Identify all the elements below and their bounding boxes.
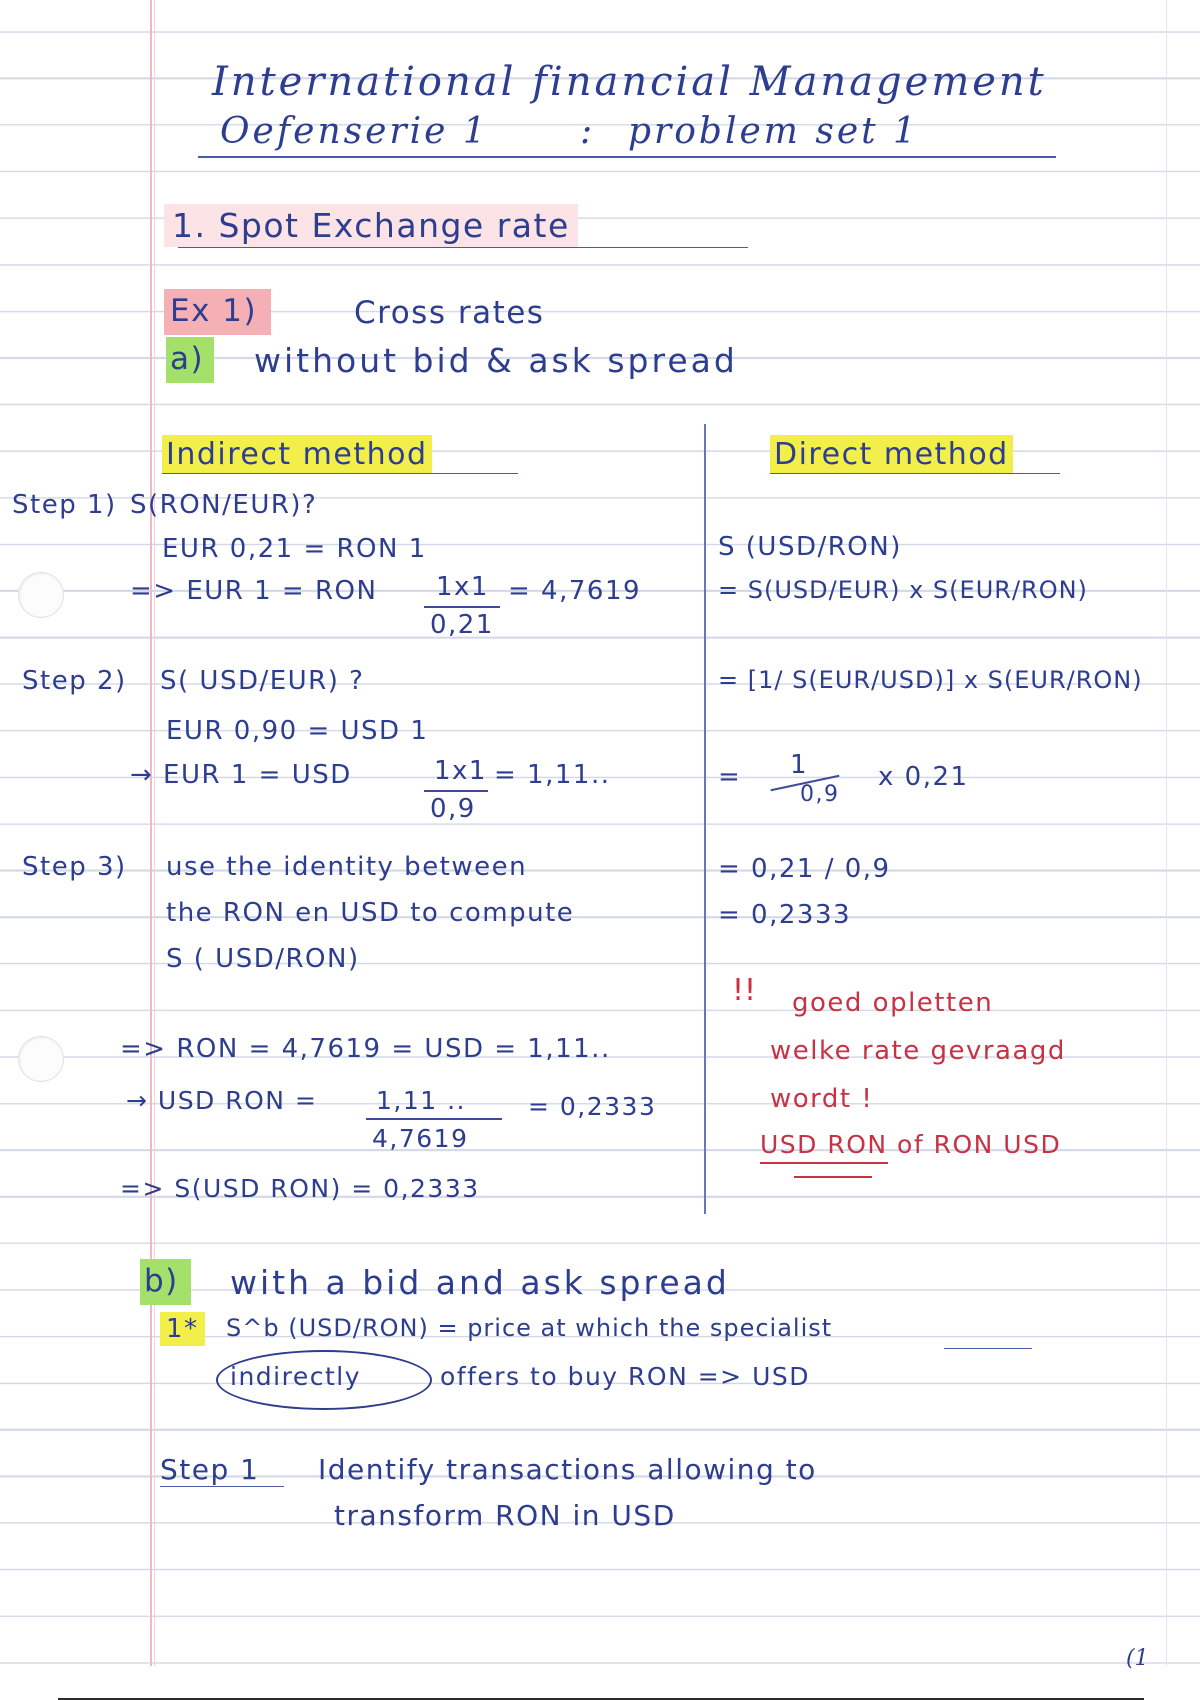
part-a-label — [166, 341, 214, 377]
step1-line1: EUR 0,21 = RON 1 — [162, 534, 427, 564]
note-exclamation-icon: !! — [732, 973, 757, 1008]
direct-heading — [770, 437, 1013, 472]
specialist-underline — [944, 1348, 1032, 1349]
step3-line3: S ( USD/RON) — [166, 944, 360, 974]
step-1-line2: transform RON in USD — [334, 1499, 676, 1532]
punch-hole-top — [18, 572, 64, 618]
part-b-item-marker-text: 1* — [160, 1312, 205, 1346]
step3-line2: the RON en USD to compute — [166, 898, 575, 928]
direct-line4-suffix: x 0,21 — [878, 762, 969, 792]
direct-heading-underline — [770, 473, 1060, 474]
step2-fraction-denominator: 0,9 — [430, 794, 476, 824]
page-number: (1 — [1126, 1646, 1149, 1671]
direct-line4-denominator: 0,9 — [800, 782, 840, 807]
section-underline — [178, 247, 748, 248]
note-line3: wordt ! — [770, 1084, 874, 1114]
step1-fraction-bar — [424, 606, 500, 608]
step1-result: = 4,7619 — [508, 576, 642, 606]
step2-line2: → EUR 1 = USD — [130, 760, 352, 790]
direct-line6: = 0,2333 — [718, 900, 852, 930]
subtitle-separator: : — [580, 111, 594, 152]
exercise-title: Cross rates — [354, 295, 545, 331]
indirect-heading-underline — [162, 473, 518, 474]
step1-question: S(RON/EUR)? — [130, 490, 318, 520]
part-b-item-line2: offers to buy RON => USD — [440, 1362, 810, 1391]
step3-label: Step 3) — [22, 852, 127, 882]
calc-line1: => RON = 4,7619 = USD = 1,11.. — [120, 1034, 611, 1064]
step2-fraction-bar — [424, 790, 488, 792]
step1-line2: => EUR 1 = RON — [130, 576, 378, 606]
margin-line-secondary — [154, 0, 155, 1666]
section-heading — [152, 205, 618, 246]
direct-heading-text: Direct method — [770, 435, 1013, 474]
note-line4: USD RON of RON USD — [760, 1130, 1062, 1159]
step2-question: S( USD/EUR) ? — [160, 666, 365, 696]
direct-line3: = [1/ S(EUR/USD)] x S(EUR/RON) — [718, 666, 1143, 694]
calc-fraction-numerator: 1,11 .. — [376, 1086, 467, 1115]
step-1-underline — [160, 1486, 284, 1487]
step1-fraction-denominator: 0,21 — [430, 610, 494, 640]
step2-line1: EUR 0,90 = USD 1 — [166, 716, 429, 746]
part-b-item-line1: S^b (USD/RON) = price at which the specialist — [226, 1314, 833, 1342]
section-heading-text: 1. Spot Exchange rate — [164, 204, 578, 247]
direct-line5: = 0,21 / 0,9 — [718, 854, 891, 884]
note-line2: welke rate gevraagd — [770, 1036, 1066, 1066]
step1-label: Step 1) — [12, 490, 117, 520]
note-underline-2 — [794, 1176, 872, 1178]
part-b-item-marker — [160, 1316, 205, 1342]
punch-hole-bottom — [18, 1036, 64, 1082]
exercise-label — [164, 293, 271, 329]
calc-line2: → USD RON = — [126, 1086, 318, 1115]
step2-fraction-numerator: 1x1 — [434, 756, 487, 786]
step-1-line1: Identify transactions allowing to — [318, 1453, 817, 1486]
margin-line — [150, 0, 152, 1666]
note-underline-1 — [760, 1162, 888, 1164]
subtitle-right: problem set 1 — [628, 111, 919, 152]
subtitle-left: Oefenserie 1 — [220, 111, 489, 152]
right-rule — [1166, 0, 1167, 1666]
direct-line4-numerator: 1 — [790, 750, 809, 780]
part-a-text: without bid & ask spread — [254, 341, 738, 380]
calc-result: = 0,2333 — [528, 1092, 657, 1121]
direct-line4-prefix: = — [718, 762, 742, 792]
direct-line2: = S(USD/EUR) x S(EUR/RON) — [718, 576, 1088, 604]
exercise-label-text: Ex 1) — [164, 289, 271, 335]
title-underline — [198, 156, 1056, 158]
part-b-label — [140, 1263, 191, 1299]
indirect-heading — [162, 437, 432, 472]
part-b-label-text: b) — [140, 1259, 191, 1305]
page-title: International financial Management — [212, 59, 1047, 105]
part-a-label-text: a) — [166, 337, 214, 383]
note-line1: goed opletten — [792, 988, 994, 1018]
calc-fraction-denominator: 4,7619 — [372, 1124, 469, 1153]
column-divider — [704, 424, 706, 1214]
direct-line1: S (USD/RON) — [718, 532, 902, 562]
step3-line1: use the identity between — [166, 852, 528, 882]
step-1-label: Step 1 — [160, 1453, 260, 1486]
step1-fraction-numerator: 1x1 — [436, 572, 489, 602]
indirect-heading-text: Indirect method — [162, 435, 432, 474]
step2-result: = 1,11.. — [494, 760, 611, 790]
calc-fraction-bar — [366, 1118, 502, 1120]
part-b-title: with a bid and ask spread — [230, 1263, 730, 1302]
part-b-item-circled-word: indirectly — [230, 1362, 362, 1391]
step2-label: Step 2) — [22, 666, 127, 696]
calc-line3: => S(USD RON) = 0,2333 — [120, 1174, 480, 1203]
